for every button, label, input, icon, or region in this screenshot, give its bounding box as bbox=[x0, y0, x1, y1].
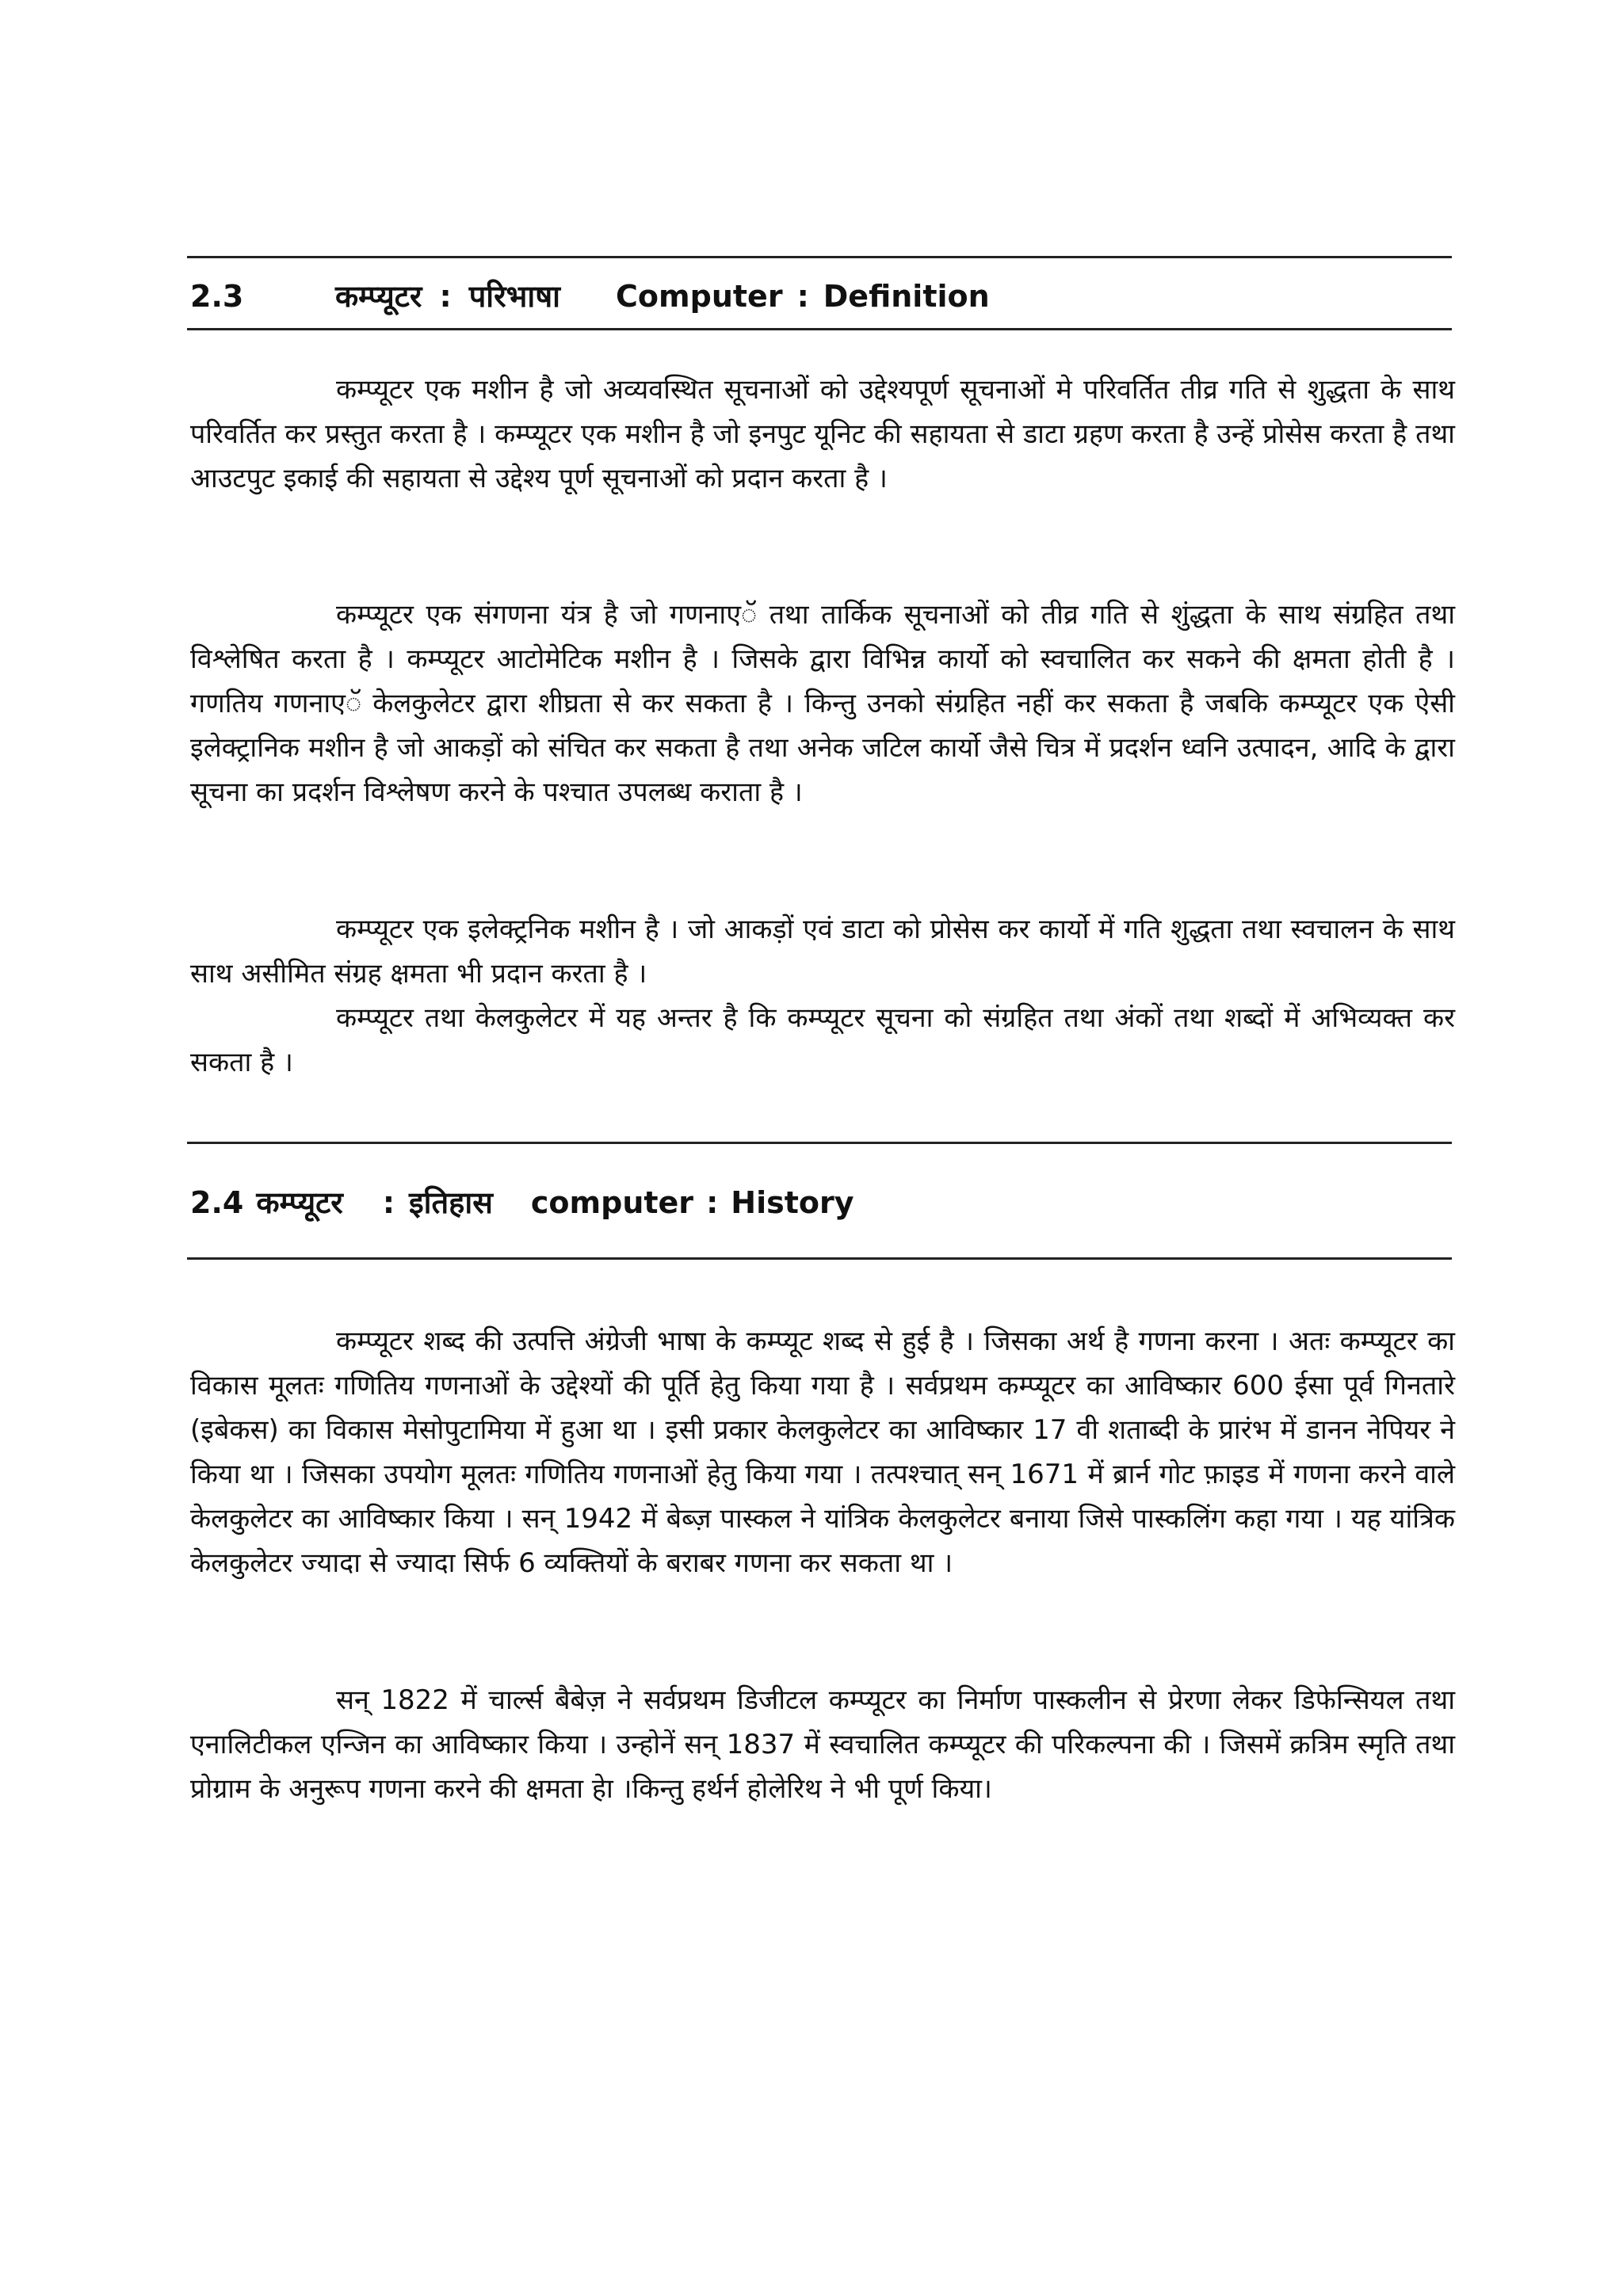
section-top-rule-2 bbox=[187, 1142, 1452, 1144]
paragraph-definition-1: कम्प्यूटर एक मशीन है जो अव्यवस्थित सूचनाओं को उद्देश्यपूर्ण सूचनाओं मे परिवर्तित तीव्र गति से शुद्धता के साथ परिवर्तित कर प्रस्तुत करता है । कम्प्यूटर एक मशीन है जो इनपुट यूनिट की सहायता से डाटा ग्रहण करता है उन्हें प्रोसेस करता है तथा आउटपुट इकाई की सहायता से उद्देश्य पूर्ण सूचनाओं को प्रदान करता है । bbox=[190, 374, 1455, 494]
section-title-hindi: कम्प्यूटर bbox=[335, 279, 422, 314]
title-separator: : bbox=[382, 1185, 395, 1220]
title-separator: : bbox=[439, 279, 452, 314]
section-heading-underline bbox=[187, 328, 1452, 330]
section-title-english: computer bbox=[530, 1185, 694, 1220]
section-heading-definition bbox=[190, 277, 990, 315]
section-title-english-2: Definition bbox=[823, 279, 990, 314]
title-separator-2: : bbox=[796, 279, 809, 314]
section-number-2: 2.4 bbox=[190, 1185, 244, 1220]
title-separator-2: : bbox=[706, 1185, 719, 1220]
paragraph-history-2: सन् 1822 में चार्ल्स बैबेज़ ने सर्वप्रथम डिजीटल कम्प्यूटर का निर्माण पास्कलीन से प्रेरणा लेकर डिफेन्सियल तथा एनालिटीकल एन्जिन का आविष्कार किया । उन्होनें सन् 1837 में स्वचालित कम्प्यूटर की परिकल्पना की । जिसमें क्रत्रिम स्मृति तथा प्रोग्राम के अनुरूप गणना करने की क्षमता हेा ।किन्तु हर्थर्न होलेरिथ ने भी पूर्ण किया। bbox=[190, 1684, 1455, 1805]
paragraph-history-1: कम्प्यूटर शब्द की उत्पत्ति अंग्रेजी भाषा के कम्प्यूट शब्द से हुई है । जिसका अर्थ है गणना करना । अतः कम्प्यूटर का विकास मूलतः गणितिय गणनाओं के उद्देश्यों की पूर्ति हेतु किया गया है । सर्वप्रथम कम्प्यूटर का आविष्कार 600 ईसा पूर्व गिनतारे (इबेकस) का विकास मेसोपुटामिया में हुआ था । इसी प्रकार केलकुलेटर का आविष्कार 17 वी शताब्दी के प्रारंभ में डानन नेपियर ने किया था । जिसका उपयोग मूलतः गणितिय गणनाओं हेतु किया गया । तत्पश्चात् सन् 1671 में ब्रार्न गोट फ़ाइड में गणना करने वाले केलकुलेटर का आविष्कार किया । सन् 1942 में बेब्ज़ पास्कल ने यांत्रिक केलकुलेटर बनाया जिसे पास्कलिंग कहा गया । यह यांत्रिक केलकुलेटर ज्यादा से ज्यादा सिर्फ 6 व्यक्तियों के बराबर गणना कर सकता था । bbox=[190, 1325, 1455, 1579]
section-title-hindi-2: परिभाषा bbox=[468, 279, 561, 314]
section-title-english: Computer bbox=[616, 279, 783, 314]
section-heading-underline-2 bbox=[187, 1257, 1452, 1260]
section-title-hindi: कम्प्यूटर bbox=[256, 1185, 343, 1220]
section-title-hindi-2: इतिहास bbox=[409, 1185, 493, 1220]
paragraph-definition-4: कम्प्यूटर तथा केलकुलेटर में यह अन्तर है कि कम्प्यूटर सूचना को संग्रहित तथा अंकों तथा शब्दों में अभिव्यक्त कर सकता है । bbox=[190, 1002, 1455, 1078]
section-top-rule bbox=[187, 256, 1452, 258]
paragraph-definition-3: कम्प्यूटर एक इलेक्ट्रनिक मशीन है । जो आकड़ों एवं डाटा को प्रोसेस कर कार्यो में गति शुद्धता तथा स्वचालन के साथ साथ असीमित संग्रह क्षमता भी प्रदान करता है । bbox=[190, 913, 1455, 990]
section-title-english-2: History bbox=[731, 1185, 854, 1220]
section-number: 2.3 bbox=[190, 279, 244, 314]
paragraph-definition-2: कम्प्यूटर एक संगणना यंत्र है जो गणनाएॅ तथा तार्किक सूचनाओं को तीव्र गति से शुंद्धता के साथ संग्रहित तथा विश्लेषित करता है । कम्प्यूटर आटोमेटिक मशीन है । जिसके द्वारा विभिन्न कार्यो को स्वचालित कर सकने की क्षमता होती है । गणतिय गणनाएॅ केलकुलेटर द्वारा शीघ्रता से कर सकता है । किन्तु उनको संग्रहित नहीं कर सकता है जबकि कम्प्यूटर एक ऐसी इलेक्ट्रानिक मशीन है जो आकड़ों को संचित कर सकता है तथा अनेक जटिल कार्यो जैसे चित्र में प्रदर्शन ध्वनि उत्पादन, आदि के द्वारा सूचना का प्रदर्शन विश्लेषण करने के पश्चात उपलब्ध कराता है । bbox=[190, 599, 1455, 808]
section-heading-history bbox=[190, 1184, 854, 1222]
